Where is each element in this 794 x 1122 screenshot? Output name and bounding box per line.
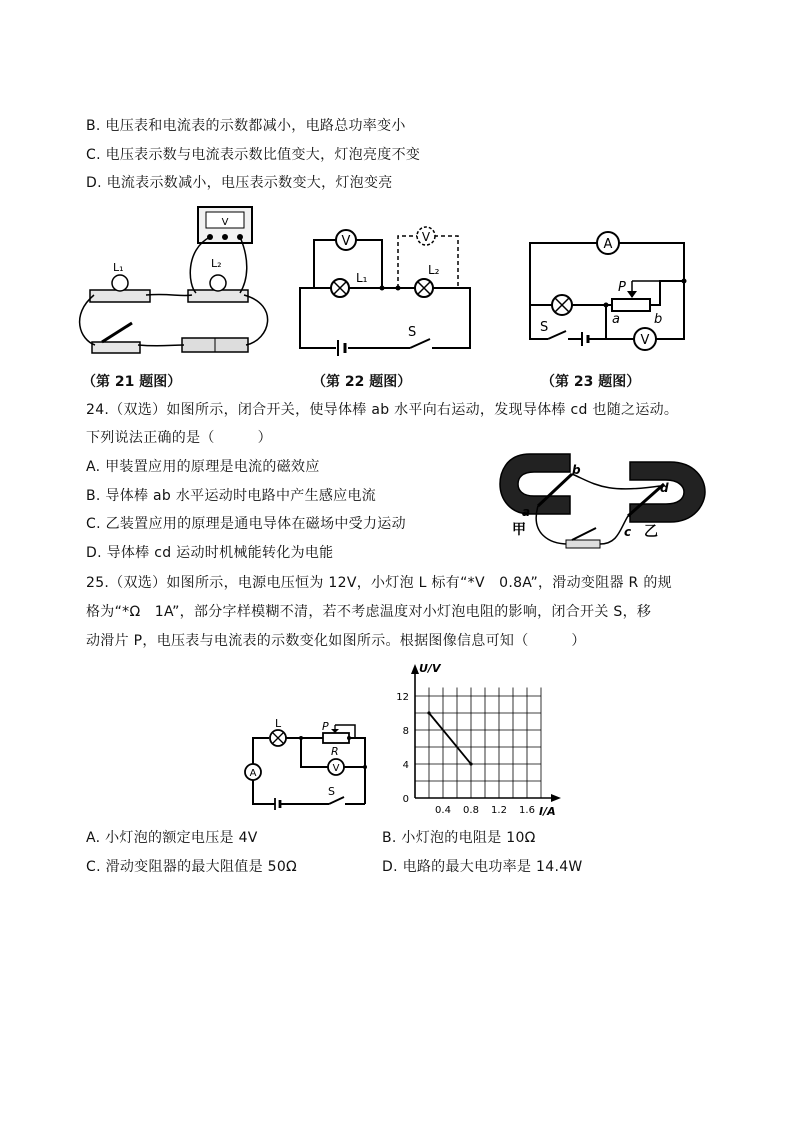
series-point: [427, 711, 430, 714]
switch-board: [92, 342, 140, 353]
q24-stem-line2: 下列说法正确的是（ ）: [86, 430, 272, 446]
rod-end-d-label: d: [660, 481, 669, 495]
rod-end-c-label: c: [624, 525, 632, 539]
q25-circuit: [243, 717, 373, 810]
x-tick-label: 1.6: [519, 805, 535, 816]
lamp-l2-label: L₂: [211, 257, 222, 270]
ammeter-a-label: A: [603, 237, 613, 252]
q24-option-d: D. 导体棒 cd 运动时机械能转化为电能: [86, 545, 334, 561]
q20-option-d: D. 电流表示数减小，电压表示数变大，灯泡变亮: [86, 175, 393, 191]
lamp-l2-symbol-label: L₂: [428, 263, 440, 277]
terminal-a-label: a: [612, 312, 620, 327]
series-line: [429, 713, 471, 764]
q25-option-d: D. 电路的最大电功率是 14.4W: [382, 859, 583, 875]
slider-p-label: P: [618, 280, 626, 295]
figure-22: [296, 222, 476, 352]
rheostat-r-label: R: [331, 745, 339, 758]
figure-23-caption: （第 23 题图）: [541, 374, 641, 390]
q25-option-a: A. 小灯泡的额定电压是 4V: [86, 830, 258, 846]
q20-option-c: C. 电压表示数与电流表示数比值变大，灯泡亮度不变: [86, 147, 421, 163]
y-tick-label: 0: [402, 794, 409, 805]
switch-s-label: S: [408, 325, 417, 340]
chart-grid: [415, 688, 541, 799]
device-yi-label: 乙: [644, 524, 658, 540]
q24-option-b: B. 导体棒 ab 水平运动时电路中产生感应电流: [86, 488, 377, 504]
voltmeter-v1-label: V: [341, 234, 351, 249]
switch-board: [566, 540, 600, 548]
switch-s-label: S: [540, 320, 549, 335]
x-tick-label: 1.2: [491, 805, 507, 816]
figure-22-caption: （第 22 题图）: [312, 374, 412, 390]
q25-option-c: C. 滑动变阻器的最大阻值是 50Ω: [86, 859, 298, 875]
y-tick-label: 8: [402, 726, 409, 737]
lamp-l1-symbol-label: L₁: [356, 271, 368, 285]
q24-option-c: C. 乙装置应用的原理是通电导体在磁场中受力运动: [86, 516, 406, 532]
figure-23: [526, 225, 706, 355]
slider-p-label: P: [322, 720, 329, 733]
q25-option-b: B. 小灯泡的电阻是 10Ω: [382, 830, 536, 846]
rod-end-b-label: b: [572, 463, 581, 477]
rheostat-r: [323, 733, 349, 743]
lamp-l1-label: L₁: [113, 261, 124, 274]
lamp-board-l2: [188, 290, 248, 302]
x-tick-label: 0.8: [463, 805, 479, 816]
figure-21: [80, 205, 280, 355]
q24-option-a: A. 甲装置应用的原理是电流的磁效应: [86, 459, 320, 475]
y-tick-label: 4: [402, 760, 409, 771]
voltmeter-v-label: V: [640, 333, 650, 348]
q25-stem-line1: 25.（双选）如图所示，电源电压恒为 12V，小灯泡 L 标有“*V 0.8A”，滑动变阻器 R 的规: [86, 575, 672, 591]
q24-magnet-figure: [500, 444, 720, 554]
series-point: [469, 762, 472, 765]
x-tick-label: 0.4: [435, 805, 451, 816]
lamp-l1-bulb: [112, 275, 128, 291]
voltmeter-v-label: V: [332, 763, 340, 774]
q25-stem-line2: 格为“*Ω 1A”，部分字样模糊不清，若不考虑温度对小灯泡电阻的影响，闭合开关 S，移: [86, 604, 652, 620]
y-tick-label: 12: [396, 692, 409, 703]
lamp-l2-bulb: [210, 275, 226, 291]
u-i-graph: [397, 660, 567, 820]
q24-stem-line1: 24.（双选）如图所示，闭合开关，使导体棒 ab 水平向右运动，发现导体棒 cd 也随之运动。: [86, 402, 679, 418]
rod-end-a-label: a: [522, 505, 531, 519]
lamp-l-label: L: [275, 717, 282, 730]
device-jia-label: 甲: [512, 522, 526, 538]
lamp-board-l1: [90, 290, 150, 302]
voltmeter-device-label: V: [221, 217, 229, 228]
switch-s-label: S: [328, 785, 335, 798]
x-axis-label: I/A: [539, 805, 556, 818]
y-axis-label: U/V: [419, 662, 441, 675]
figure-21-caption: （第 21 题图）: [82, 374, 182, 390]
ammeter-a-label: A: [249, 768, 257, 779]
q20-option-b: B. 电压表和电流表的示数都减小，电路总功率变小: [86, 118, 406, 134]
q25-stem-line3: 动滑片 P，电压表与电流表的示数变化如图所示。根据图像信息可知（ ）: [86, 633, 586, 649]
rheostat: [612, 299, 650, 311]
voltmeter-v2-label: V: [421, 230, 431, 244]
terminal-b-label: b: [654, 312, 663, 327]
